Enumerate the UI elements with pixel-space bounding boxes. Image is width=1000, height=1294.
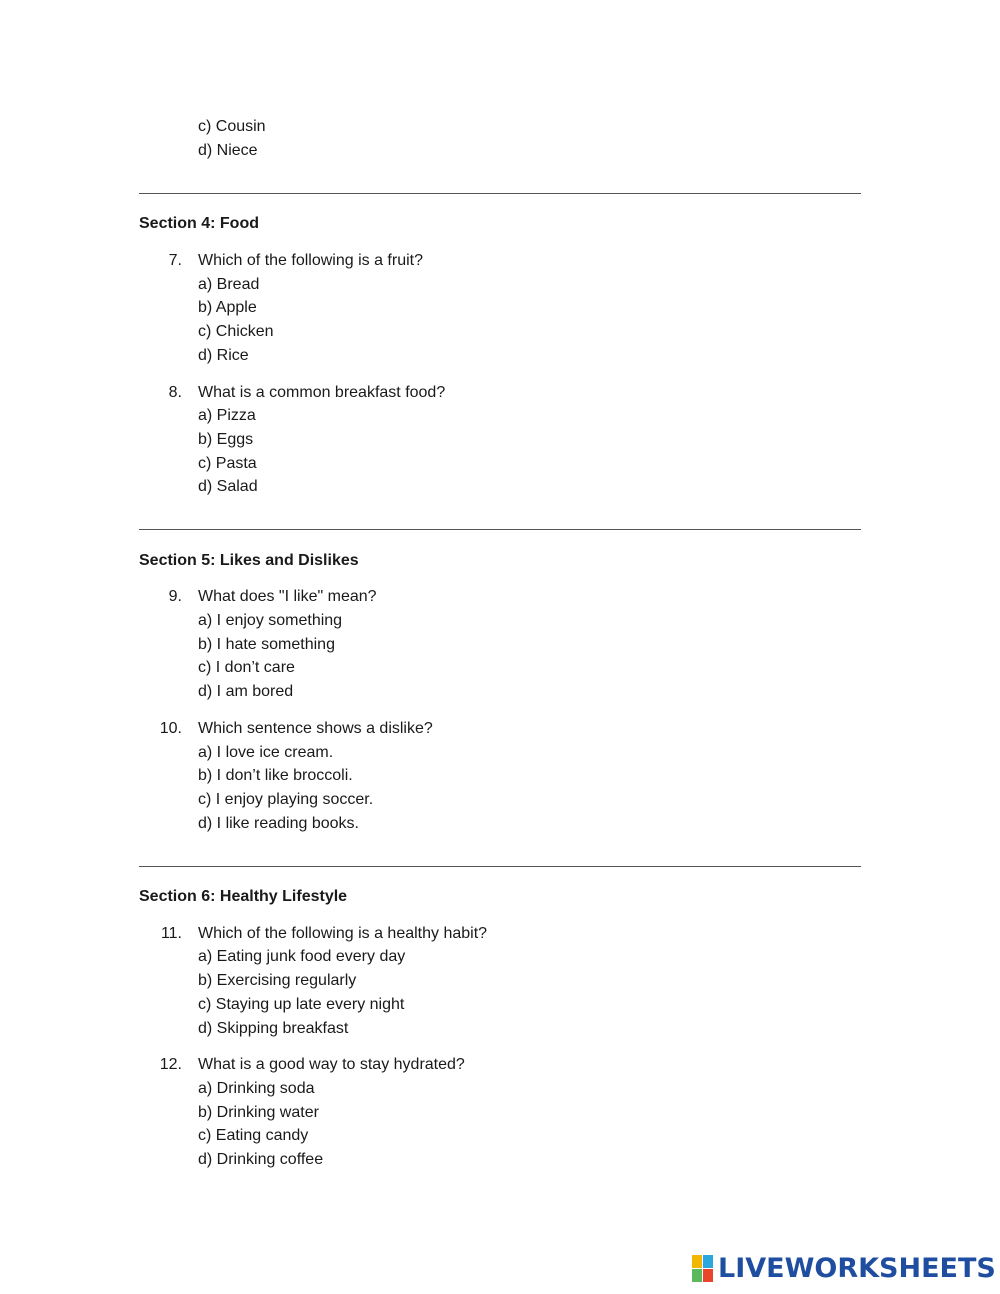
- question-number: 9.: [168, 588, 182, 605]
- answer-option[interactable]: c) Chicken: [198, 323, 274, 340]
- question-number: 12.: [159, 1056, 182, 1073]
- answer-option[interactable]: a) I love ice cream.: [198, 744, 334, 761]
- question-text: What is a good way to stay hydrated?: [198, 1056, 465, 1073]
- answer-option[interactable]: b) I hate something: [198, 636, 335, 653]
- answer-option[interactable]: a) Eating junk food every day: [198, 948, 406, 965]
- answer-option[interactable]: d) Salad: [198, 478, 258, 495]
- question-number: 8.: [168, 384, 182, 401]
- answer-option[interactable]: a) Pizza: [198, 407, 256, 424]
- question-number: 11.: [160, 925, 182, 942]
- question-text: Which of the following is a fruit?: [198, 252, 423, 269]
- option-carryover-d: d) Niece: [198, 142, 258, 159]
- question-text: Which of the following is a healthy habit?: [198, 925, 488, 942]
- section-divider: [139, 193, 861, 194]
- question-text: Which sentence shows a dislike?: [198, 720, 433, 737]
- answer-option[interactable]: a) Drinking soda: [198, 1080, 315, 1097]
- question-text: What is a common breakfast food?: [198, 384, 446, 401]
- answer-option[interactable]: a) I enjoy something: [198, 612, 343, 629]
- section-title-likes-dislikes: Section 5: Likes and Dislikes: [139, 552, 359, 569]
- answer-option[interactable]: a) Bread: [198, 276, 260, 293]
- answer-option[interactable]: b) I don’t like broccoli.: [198, 767, 353, 784]
- section-divider: [139, 529, 861, 530]
- answer-option[interactable]: b) Drinking water: [198, 1104, 319, 1121]
- answer-option[interactable]: d) Drinking coffee: [198, 1151, 324, 1168]
- liveworksheets-logo: [692, 1252, 996, 1286]
- question-text: What does "I like" mean?: [198, 588, 377, 605]
- answer-option[interactable]: d) Skipping breakfast: [198, 1020, 349, 1037]
- answer-option[interactable]: c) Eating candy: [198, 1127, 309, 1144]
- answer-option[interactable]: b) Exercising regularly: [198, 972, 357, 989]
- answer-option[interactable]: c) I enjoy playing soccer.: [198, 791, 374, 808]
- answer-option[interactable]: d) Rice: [198, 347, 249, 364]
- liveworksheets-logo-icon: [692, 1255, 714, 1283]
- section-title-healthy-lifestyle: Section 6: Healthy Lifestyle: [139, 888, 348, 905]
- option-carryover-c: c) Cousin: [198, 118, 266, 135]
- liveworksheets-logo-text: LIVEWORKSHEETS: [718, 1253, 996, 1284]
- section-title-food: Section 4: Food: [139, 215, 259, 232]
- answer-option[interactable]: d) I like reading books.: [198, 815, 359, 832]
- answer-option[interactable]: c) Pasta: [198, 455, 257, 472]
- answer-option[interactable]: c) I don’t care: [198, 659, 295, 676]
- section-divider: [139, 866, 861, 867]
- answer-option[interactable]: c) Staying up late every night: [198, 996, 405, 1013]
- answer-option[interactable]: b) Apple: [198, 299, 257, 316]
- question-number: 10.: [159, 720, 182, 737]
- answer-option[interactable]: b) Eggs: [198, 431, 254, 448]
- question-number: 7.: [168, 252, 182, 269]
- answer-option[interactable]: d) I am bored: [198, 683, 294, 700]
